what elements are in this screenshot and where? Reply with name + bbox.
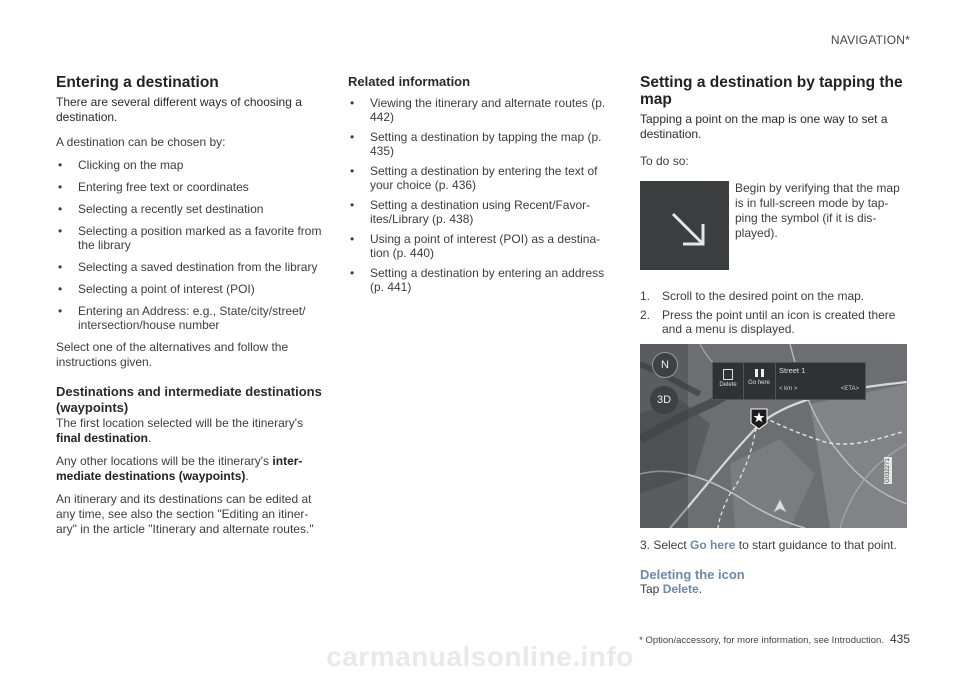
list-item: • Entering an Address: e.g., State/city/street/ intersection/house number (56, 304, 324, 332)
subheading-waypoints: Destinations and intermediate destinations (waypoints) (56, 384, 322, 415)
step-3: 3. Select Go here to start guidance to that point. (640, 538, 897, 552)
compass-icon: N (661, 359, 669, 371)
related-link[interactable]: • Setting a destination by tapping the map (p. 435) (348, 130, 610, 158)
related-links-list (348, 96, 610, 294)
related-heading: Related information (348, 74, 471, 89)
trash-icon (723, 369, 733, 380)
lead-paragraph: There are several different ways of choosing a destination. (56, 95, 302, 124)
list-item: • Entering free text or coordinates (56, 180, 324, 194)
lead-paragraph: Tapping a point on the map is one way to set a destination. (640, 112, 888, 141)
todo-text: To do so: (640, 154, 689, 168)
list-item: • Clicking on the map (56, 158, 324, 172)
related-link[interactable]: • Viewing the itinerary and alternate routes (p. 442) (348, 96, 610, 124)
distance-readout: < km > (779, 386, 798, 392)
related-link[interactable]: • Setting a destination by entering an address (p. 441) (348, 266, 610, 294)
steps-list (640, 289, 910, 336)
tap-delete-text: Tap Delete. (640, 582, 703, 596)
destination-pin-icon[interactable] (750, 408, 768, 428)
delete-button[interactable]: Delete (713, 363, 744, 399)
list-item: • Selecting a point of interest (POI) (56, 282, 324, 296)
go-here-button[interactable]: Go here (743, 363, 776, 399)
checkered-flag-icon (755, 369, 764, 377)
map-screenshot (640, 344, 907, 528)
section-heading: Setting a destination by tapping the map (640, 74, 903, 108)
footnote: * Option/accessory, for more information, see Introduction. (639, 635, 884, 646)
map-context-menu (712, 362, 866, 400)
final-destination-text: The first location selected will be the itinerary's final destination. (56, 416, 304, 445)
column-related-information (348, 74, 610, 300)
fullscreen-symbol-icon (640, 181, 729, 270)
term-final-destination: final destination (56, 431, 149, 445)
street-name: Street 1 (779, 366, 806, 375)
vehicle-position-icon (772, 498, 788, 514)
eta-readout: <ETA> (840, 386, 859, 392)
column-entering-destination (56, 74, 324, 537)
view-mode-button[interactable] (650, 386, 678, 414)
intro-text: A destination can be chosen by: (56, 135, 226, 149)
image-id-label: G032271 (885, 458, 891, 483)
deleting-icon-heading: Deleting the icon (640, 567, 745, 582)
watermark: carmanualsonline.info (326, 641, 634, 672)
edit-itinerary-text: An itinerary and its destinations can be edited at any time, see also the section "Editing an itiner- ary" in the article "Itinerary and alternate routes." (56, 492, 314, 536)
section-heading: Entering a destination (56, 74, 219, 91)
running-header: NAVIGATION* (830, 33, 910, 47)
related-link[interactable]: • Setting a destination using Recent/Favor- ites/Library (p. 438) (348, 198, 610, 226)
step-item: 2. Press the point until an icon is created there and a menu is displayed. (640, 308, 896, 336)
select-instruction: Select one of the alternatives and follow the instructions given. (56, 340, 289, 369)
intermediate-destination-text: Any other locations will be the itinerary's inter- mediate destinations (waypoints). (56, 454, 303, 483)
symbol-instruction: Begin by verifying that the map is in full-screen mode by tap- ping the symbol (if it is dis- played). (735, 181, 900, 240)
column-tapping-map (640, 74, 910, 597)
page-number: 435 (889, 632, 910, 646)
view-mode-label: 3D (656, 394, 672, 406)
fullscreen-symbol-row (640, 181, 910, 271)
term-intermediate: inter- mediate destinations (waypoints) (56, 454, 303, 483)
go-here-term: Go here (690, 538, 736, 552)
step-item: 1. Scroll to the desired point on the map. (640, 289, 865, 303)
list-item: • Selecting a position marked as a favorite from the library (56, 224, 324, 252)
compass-button[interactable] (652, 352, 678, 378)
delete-term: Delete (662, 582, 699, 596)
options-list (56, 158, 324, 332)
list-item: • Selecting a recently set destination (56, 202, 324, 216)
related-link[interactable]: • Using a point of interest (POI) as a destina- tion (p. 440) (348, 232, 610, 260)
related-link[interactable]: • Setting a destination by entering the text of your choice (p. 436) (348, 164, 610, 192)
list-item: • Selecting a saved destination from the library (56, 260, 324, 274)
